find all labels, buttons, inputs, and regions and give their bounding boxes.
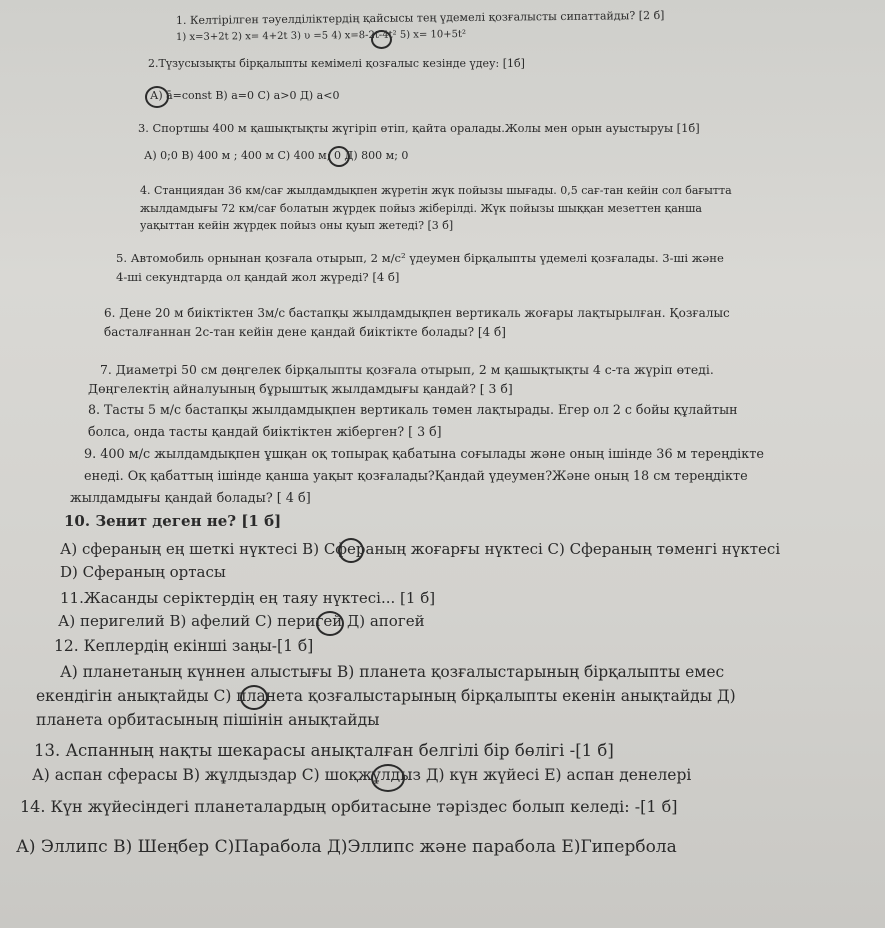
answer-circle-q2 bbox=[145, 86, 169, 108]
question-6-line-2: басталғаннан 2с-тан кейін дене қандай биіктікте болады? [4 б] bbox=[104, 325, 506, 339]
answer-circle-q1 bbox=[371, 30, 392, 49]
question-9-line-3: жылдамдығы қандай болады? [ 4 б] bbox=[70, 491, 311, 506]
question-8-line-2: болса, онда тасты қандай биіктіктен жіберген? [ 3 б] bbox=[88, 424, 442, 439]
question-5-line-2: 4-ші секундтарда ол қандай жол жүреді? [4 б] bbox=[116, 270, 400, 284]
question-3-text: 3. Спортшы 400 м қашықтықты жүгіріп өтіп, қайта оралады.Жолы мен орын ауыстыруы [1б] bbox=[138, 121, 700, 135]
question-4-line-1: 4. Станциядан 36 км/сағ жылдамдықпен жүретін жүк пойызы шығады. 0,5 сағ-тан кейін сол бағытта bbox=[140, 184, 732, 197]
question-1-options: 1) x=3+2t 2) x= 4+2t 3) υ =5 4) x=8-2t-4t² 5) x= 10+5t² bbox=[175, 28, 467, 43]
answer-circle-q12 bbox=[240, 685, 268, 710]
question-2-options: А) ā=const B) a=0 C) a>0 Д) a<0 bbox=[150, 89, 340, 102]
question-1-text: 1. Келтірілген тәуелділіктердің қайсысы тең үдемелі қозғалысты сипаттайды? [2 б] bbox=[175, 8, 665, 27]
question-11-options: А) перигелий В) афелий С) перигей Д) апогей bbox=[58, 612, 425, 630]
question-7-line-2: Дөңгелектің айналуының бұрыштық жылдамдығы қандай? [ 3 б] bbox=[88, 381, 513, 396]
question-14-options: А) Эллипс В) Шеңбер С)Парабола Д)Эллипс және парабола Е)Гипербола bbox=[16, 837, 677, 857]
question-9-line-1: 9. 400 м/с жылдамдықпен ұшқан оқ топырақ қабатына соғылады және оның ішінде 36 м тереңдікте bbox=[84, 447, 764, 462]
question-4-line-2: жылдамдығы 72 км/сағ болатын жүрдек пойыз жіберілді. Жүк пойызы шыққан мезеттен қанша bbox=[140, 202, 702, 215]
answer-circle-q3 bbox=[328, 146, 350, 167]
question-10-text: 10. Зенит деген не? [1 б] bbox=[64, 512, 282, 530]
answer-circle-q10 bbox=[338, 538, 364, 563]
answer-circle-q13 bbox=[371, 764, 405, 792]
question-12-options-line-1: А) планетаның күннен алыстығы В) планета қозғалыстарының бірқалыпты емес bbox=[60, 663, 725, 681]
question-12-options-line-2: екендігін анықтайды С) планета қозғалыстарының бірқалыпты екенін анықтайды Д) bbox=[36, 687, 736, 705]
question-3-options: А) 0;0 В) 400 м ; 400 м С) 400 м; 0 Д) 800 м; 0 bbox=[144, 149, 409, 162]
question-12-options-line-3: планета орбитасының пішінін анықтайды bbox=[36, 711, 380, 729]
question-5-line-1: 5. Автомобиль орнынан қозғала отырып, 2 м/с² үдеумен бірқалыпты үдемелі қозғалады. 3-ші және bbox=[116, 251, 724, 265]
question-2-text: 2.Түзусызықты бірқалыпты кемімелі қозғалыс кезінде үдеу: [1б] bbox=[148, 57, 525, 70]
question-13-options: А) аспан сферасы В) жұлдыздар С) шоқжұлдыз Д) күн жүйесі Е) аспан денелері bbox=[32, 766, 692, 784]
question-12-text: 12. Кеплердің екінші заңы-[1 б] bbox=[54, 637, 314, 655]
question-8-line-1: 8. Тасты 5 м/с бастапқы жылдамдықпен вертикаль төмен лақтырады. Егер ол 2 с бойы құлайтын bbox=[88, 402, 738, 417]
question-14-text: 14. Күн жүйесіндегі планеталардың орбитасыне тәріздес болып келеді: -[1 б] bbox=[20, 797, 678, 816]
answer-circle-q11 bbox=[316, 611, 344, 636]
question-10-options-line-2: D) Сфераның ортасы bbox=[60, 563, 226, 581]
question-11-text: 11.Жасанды серіктердің ең таяу нүктесі... [1 б] bbox=[60, 589, 436, 607]
question-6-line-1: 6. Дене 20 м биіктіктен 3м/с бастапқы жылдамдықпен вертикаль жоғары лақтырылған. Қозғалыс bbox=[104, 306, 730, 320]
question-13-text: 13. Аспанның нақты шекарасы анықталған белгілі бір бөлігі -[1 б] bbox=[34, 741, 614, 760]
question-4-line-3: уақыттан кейін жүрдек пойыз оны қуып жетеді? [3 б] bbox=[140, 219, 454, 232]
question-7-line-1: 7. Диаметрі 50 см дөңгелек бірқалыпты қозғала отырып, 2 м қашықтықты 4 с-та жүріп өтеді. bbox=[100, 362, 714, 377]
question-9-line-2: енеді. Оқ қабаттың ішінде қанша уақыт қозғалады?Қандай үдеумен?Және оның 18 см тереңдікте bbox=[84, 469, 748, 484]
question-10-options-line-1: А) сфераның ең шеткі нүктесі В) Сфераның жоғарғы нүктесі С) Сфераның төменгі нүктесі bbox=[60, 540, 781, 558]
